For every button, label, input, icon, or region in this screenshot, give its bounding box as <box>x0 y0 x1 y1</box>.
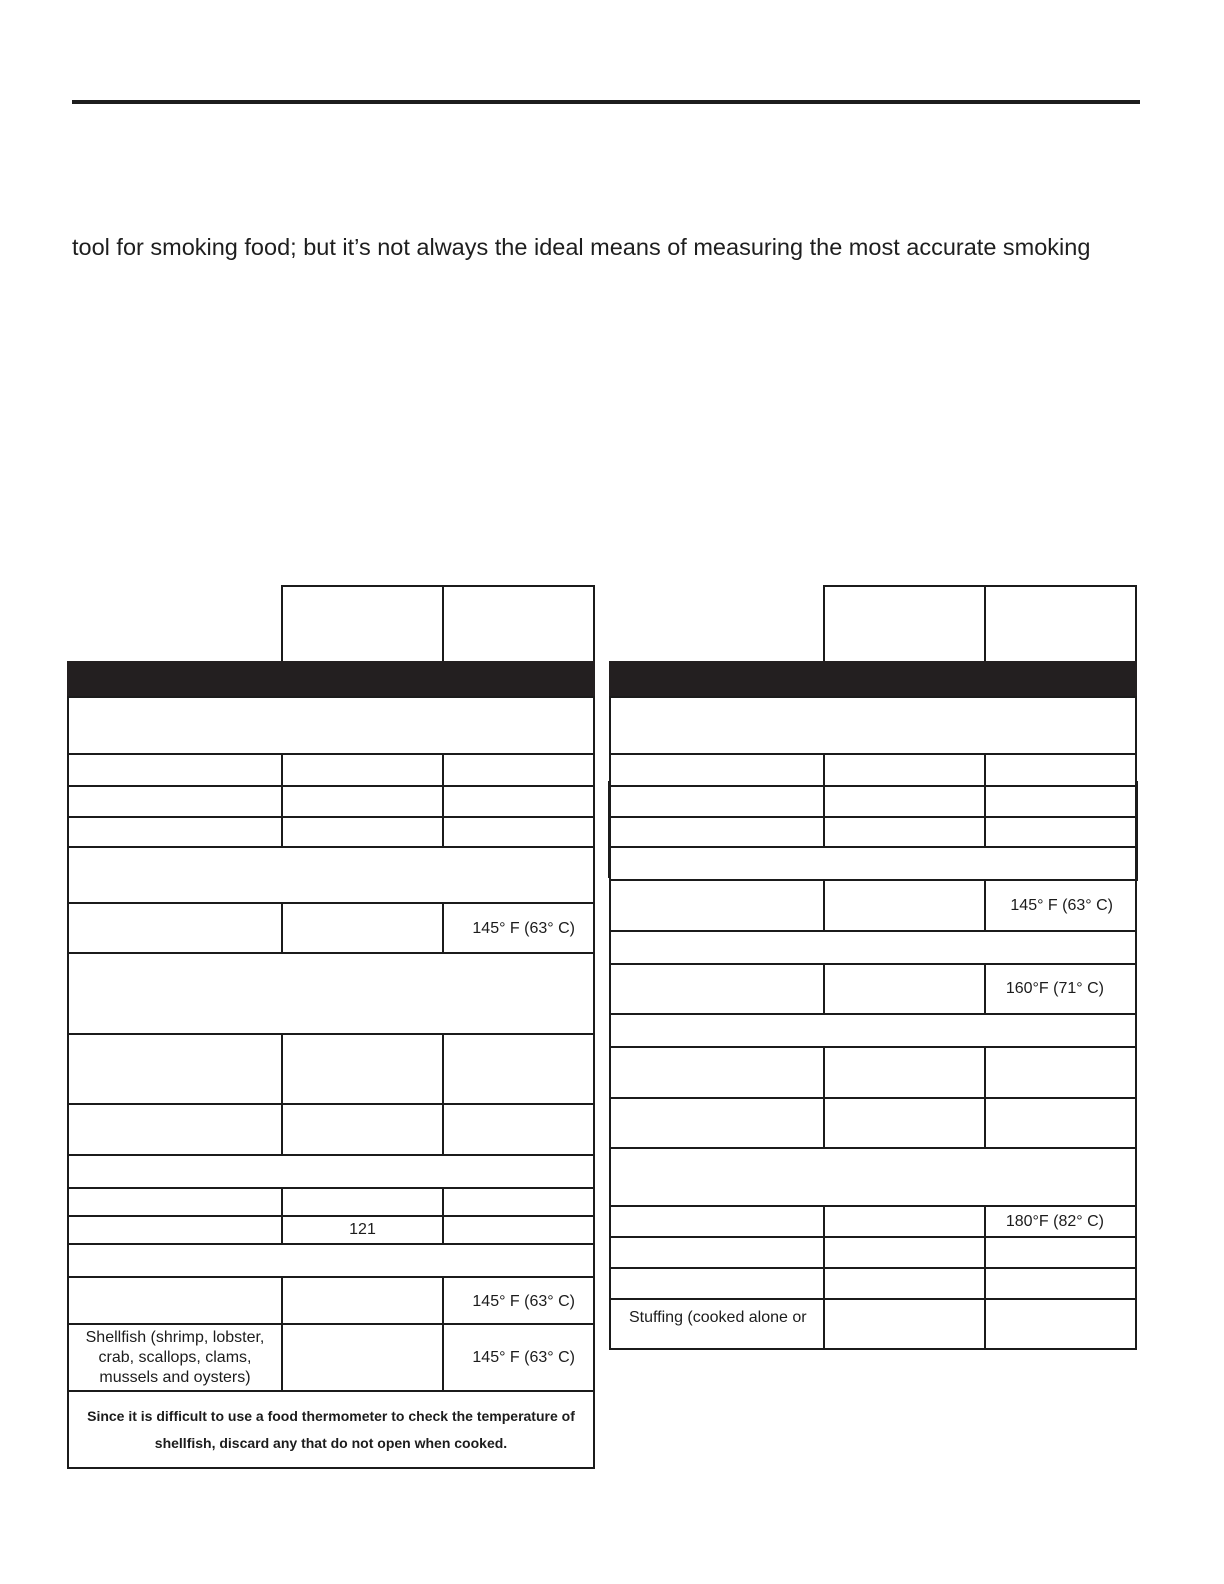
header-cell <box>984 585 1137 663</box>
category-bar <box>67 661 595 698</box>
category-bar <box>609 661 1137 698</box>
table-cell <box>984 753 1137 787</box>
section-row <box>609 1147 1137 1207</box>
table-cell <box>67 1103 283 1156</box>
table-cell <box>609 785 825 818</box>
table-cell <box>823 1205 986 1238</box>
header-cell <box>442 585 595 663</box>
table-cell <box>823 785 986 818</box>
table-cell <box>442 816 595 848</box>
table-cell <box>609 879 825 932</box>
header-cell <box>281 585 444 663</box>
table-cell <box>67 1215 283 1245</box>
value-cell: 121 <box>281 1215 444 1245</box>
table-cell <box>984 816 1137 848</box>
table-cell <box>823 1298 986 1350</box>
section-row <box>609 930 1137 965</box>
table-cell <box>67 1033 283 1105</box>
table-cell <box>442 1215 595 1245</box>
table-cell <box>823 753 986 787</box>
table-cell <box>281 902 444 954</box>
table-cell <box>67 753 283 787</box>
temperature-cell: 145° F (63° C) <box>984 879 1137 932</box>
table-cell <box>609 1046 825 1099</box>
table-cell <box>823 1236 986 1269</box>
table-cell <box>823 963 986 1015</box>
temperature-cell: 160°F (71° C) <box>984 963 1137 1015</box>
table-cell <box>609 1236 825 1269</box>
table-cell <box>984 1097 1137 1149</box>
table-cell <box>281 1103 444 1156</box>
stuffing-label-cell: Stuffing (cooked alone or <box>609 1298 825 1350</box>
table-cell <box>609 1097 825 1149</box>
table-cell <box>281 753 444 787</box>
table-cell <box>281 1187 444 1217</box>
shellfish-label-cell: Shellfish (shrimp, lobster, crab, scallops, clams, mussels and oysters) <box>67 1323 283 1392</box>
section-row <box>67 1154 595 1189</box>
table-cell <box>281 785 444 818</box>
section-row <box>609 1013 1137 1048</box>
section-row <box>67 846 595 904</box>
header-rule <box>72 100 1140 104</box>
table-cell <box>984 1046 1137 1099</box>
temperature-cell: 180°F (82° C) <box>984 1205 1137 1238</box>
table-cell <box>984 1298 1137 1350</box>
temperature-cell: 145° F (63° C) <box>442 1323 595 1392</box>
table-cell <box>281 816 444 848</box>
table-cell <box>442 1103 595 1156</box>
section-row <box>67 696 595 755</box>
table-cell <box>67 1187 283 1217</box>
table-cell <box>67 1276 283 1325</box>
table-cell <box>609 753 825 787</box>
table-cell <box>984 1236 1137 1269</box>
table-cell <box>984 785 1137 818</box>
section-row <box>609 846 1137 881</box>
table-cell <box>609 963 825 1015</box>
table-cell <box>442 1187 595 1217</box>
table-edge-bar <box>1135 781 1138 881</box>
temperature-cell: 145° F (63° C) <box>442 1276 595 1325</box>
table-cell <box>281 1323 444 1392</box>
table-cell <box>823 1097 986 1149</box>
header-cell <box>823 585 986 663</box>
table-cell <box>609 1267 825 1300</box>
shellfish-note: Since it is difficult to use a food thermometer to check the temperature of shellfish, discard any that do not open when cooked. <box>67 1390 595 1469</box>
table-edge-bar <box>608 781 611 878</box>
table-cell <box>442 1033 595 1105</box>
temperature-cell: 145° F (63° C) <box>442 902 595 954</box>
table-cell <box>67 816 283 848</box>
table-cell <box>442 753 595 787</box>
section-row <box>609 696 1137 755</box>
table-cell <box>281 1033 444 1105</box>
section-row <box>67 1243 595 1278</box>
intro-text: tool for smoking food; but it’s not always the ideal means of measuring the most accurate smoking <box>72 234 1091 260</box>
table-cell <box>823 1046 986 1099</box>
table-cell <box>609 816 825 848</box>
table-cell <box>67 902 283 954</box>
table-cell <box>823 879 986 932</box>
table-cell <box>281 1276 444 1325</box>
section-row <box>67 952 595 1035</box>
table-cell <box>984 1267 1137 1300</box>
table-cell <box>609 1205 825 1238</box>
table-cell <box>67 785 283 818</box>
table-cell <box>823 1267 986 1300</box>
table-cell <box>823 816 986 848</box>
table-cell <box>442 785 595 818</box>
